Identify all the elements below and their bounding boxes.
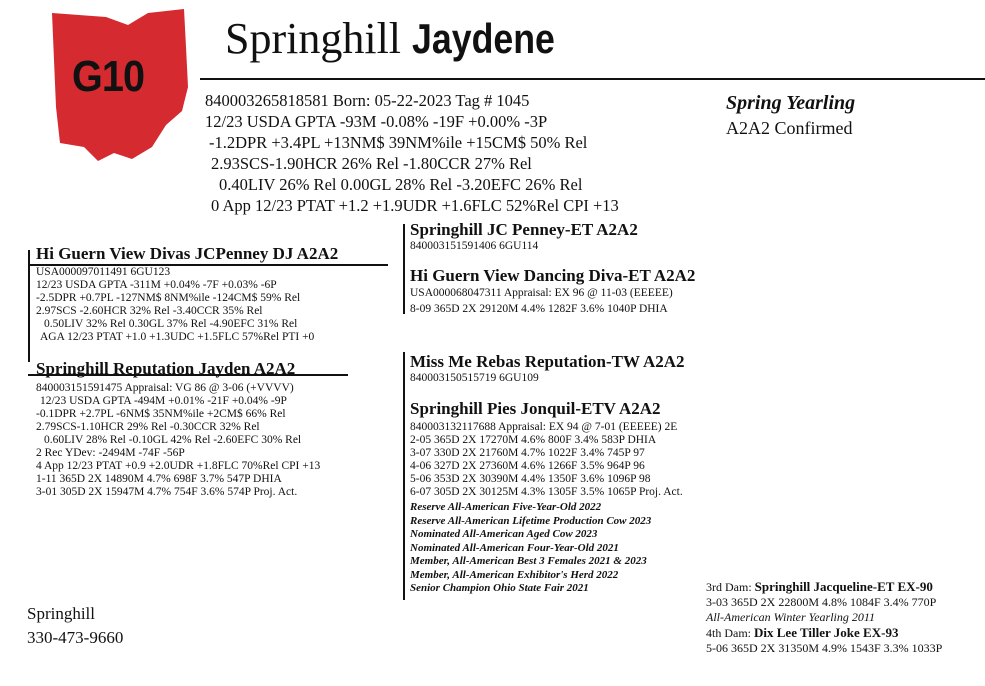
- animal-name: [225, 14, 580, 64]
- dam-line: 840003151591475 Appraisal: VG 86 @ 3-06 (+VVVV): [36, 382, 294, 394]
- animal-info-line: -1.2DPR +3.4PL +13NM$ 39NM%ile +15CM$ 50% Rel: [209, 133, 588, 152]
- dam-line: 12/23 USDA GPTA -494M +0.01% -21F +0.04% -9P: [40, 395, 287, 407]
- dam-dam-line: 3-07 330D 2X 21760M 4.7% 1022F 3.4% 745P 97: [410, 447, 645, 459]
- dam-dam-line: 4-06 327D 2X 27360M 4.6% 1266F 3.5% 964P 96: [410, 460, 645, 472]
- dam-sire-id: 840003150515719 6GU109: [410, 372, 539, 384]
- sire-line: 0.50LIV 32% Rel 0.30GL 37% Rel -4.90EFC 31% Rel: [44, 318, 298, 330]
- animal-info-line: 0 App 12/23 PTAT +1.2 +1.9UDR +1.6FLC 52%Rel CPI +13: [211, 196, 619, 215]
- sire-sire-id: 840003151591406 6GU114: [410, 240, 539, 252]
- dam-line: 4 App 12/23 PTAT +0.9 +2.0UDR +1.8FLC 70%Rel CPI +13: [36, 460, 321, 472]
- award-item: Nominated All-American Four-Year-Old 2021: [410, 541, 619, 554]
- animal-last-name: Jaydene: [412, 15, 555, 62]
- sire-line: USA000097011491 6GU123: [36, 266, 171, 278]
- sire-sire-block: [410, 220, 638, 253]
- award-item: Member, All-American Best 3 Females 2021 & 2023: [410, 555, 647, 567]
- animal-info-line: 12/23 USDA GPTA -93M -0.08% -19F +0.00% -3P: [205, 112, 548, 131]
- dam-dam-name: Springhill Pies Jonquil-ETV A2A2: [410, 399, 661, 418]
- dam-dam-line: 5-06 353D 2X 30390M 4.4% 1350F 3.6% 1096P 98: [410, 473, 651, 485]
- sire-line: -2.5DPR +0.7PL -127NM$ 8NM%ile -124CM$ 59% Rel: [36, 292, 301, 304]
- fourth-dam-record: 5-06 365D 2X 31350M 4.9% 1543F 3.3% 1033P: [706, 641, 943, 655]
- ancestor-dams: [706, 579, 942, 656]
- dam-sire-name: Miss Me Rebas Reputation-TW A2A2: [410, 352, 685, 371]
- animal-info-line: 0.40LIV 26% Rel 0.00GL 28% Rel -3.20EFC 26% Rel: [219, 175, 583, 194]
- animal-first-name: Springhill: [225, 14, 402, 63]
- dam-name: Springhill Reputation Jayden A2A2: [36, 359, 296, 378]
- award-item: Senior Champion Ohio State Fair 2021: [410, 582, 589, 594]
- sire-line: 2.97SCS -2.60HCR 32% Rel -3.40CCR 35% Rel: [36, 305, 263, 317]
- dam-line: 2 Rec YDev: -2494M -74F -56P: [36, 447, 185, 459]
- awards-list: [410, 501, 683, 596]
- class-note: A2A2 Confirmed: [726, 118, 853, 138]
- third-dam-award: All-American Winter Yearling 2011: [706, 610, 875, 624]
- fourth-dam-label: 4th Dam:: [706, 626, 751, 640]
- dam-dam-line: 2-05 365D 2X 17270M 4.6% 800F 3.4% 583P DHIA: [410, 434, 657, 446]
- dam-dam-block: [410, 399, 683, 596]
- sire-dam-block: [410, 266, 695, 316]
- animal-info-line: 840003265818581 Born: 05-22-2023 Tag # 1045: [205, 91, 530, 110]
- dam-dam-line: 6-07 305D 2X 30125M 4.3% 1305F 3.5% 1065P Proj. Act.: [410, 486, 683, 498]
- award-item: Member, All-American Exhibitor's Herd 2022: [410, 568, 619, 581]
- animal-info-line: 2.93SCS-1.90HCR 26% Rel -1.80CCR 27% Rel: [211, 154, 532, 173]
- sire-dam-line: USA000068047311 Appraisal: EX 96 @ 11-03 (EEEEE): [410, 287, 673, 299]
- dam-line: 0.60LIV 28% Rel -0.10GL 42% Rel -2.60EFC 30% Rel: [44, 434, 302, 446]
- sire-block: [36, 244, 338, 344]
- third-dam-label: 3rd Dam:: [706, 580, 752, 594]
- sire-line: 12/23 USDA GPTA -311M +0.04% -7F +0.03% -6P: [36, 279, 277, 291]
- pedigree-connector-dam: [403, 352, 405, 600]
- consignor-contact: [27, 602, 123, 650]
- dam-line: 3-01 305D 2X 15947M 4.7% 754F 3.6% 574P Proj. Act.: [36, 486, 298, 498]
- sire-dam-name: Hi Guern View Dancing Diva-ET A2A2: [410, 266, 696, 285]
- fourth-dam-name: Dix Lee Tiller Joke EX-93: [754, 625, 899, 640]
- dam-dam-line: 840003132117688 Appraisal: EX 94 @ 7-01 (EEEEE) 2E: [410, 421, 678, 433]
- award-item: Reserve All-American Five-Year-Old 2022: [410, 501, 602, 513]
- sire-line: AGA 12/23 PTAT +1.0 +1.3UDC +1.5FLC 57%Rel PTI +0: [40, 331, 315, 343]
- header-rule: [200, 78, 985, 80]
- dam-line: 1-11 365D 2X 14890M 4.7% 698F 3.7% 547P DHIA: [36, 473, 282, 485]
- dam-block: [36, 359, 320, 499]
- animal-info: [205, 90, 619, 216]
- pedigree-connector-sire: [403, 224, 405, 314]
- third-dam-name: Springhill Jacqueline-ET EX-90: [754, 579, 933, 594]
- award-item: Nominated All-American Aged Cow 2023: [410, 528, 598, 540]
- award-item: Reserve All-American Lifetime Production Cow 2023: [410, 514, 652, 527]
- consignor-phone: 330-473-9660: [27, 628, 124, 647]
- third-dam-record: 3-03 365D 2X 22800M 4.8% 1084F 3.4% 770P: [706, 595, 937, 609]
- class-title: Spring Yearling: [726, 92, 856, 114]
- sire-sire-name: Springhill JC Penney-ET A2A2: [410, 220, 638, 239]
- sire-name: Hi Guern View Divas JCPenney DJ A2A2: [36, 244, 339, 263]
- sire-dam-line: 8-09 365D 2X 29120M 4.4% 1282F 3.6% 1040P DHIA: [410, 303, 668, 315]
- dam-sire-block: [410, 352, 685, 385]
- lot-number: G10: [72, 52, 145, 101]
- consignor-name: Springhill: [27, 604, 96, 623]
- dam-line: 2.79SCS-1.10HCR 29% Rel -0.30CCR 32% Rel: [36, 421, 260, 433]
- pedigree-connector-left: [28, 250, 30, 362]
- dam-line: -0.1DPR +2.7PL -6NM$ 35NM%ile +2CM$ 66% Rel: [36, 408, 286, 420]
